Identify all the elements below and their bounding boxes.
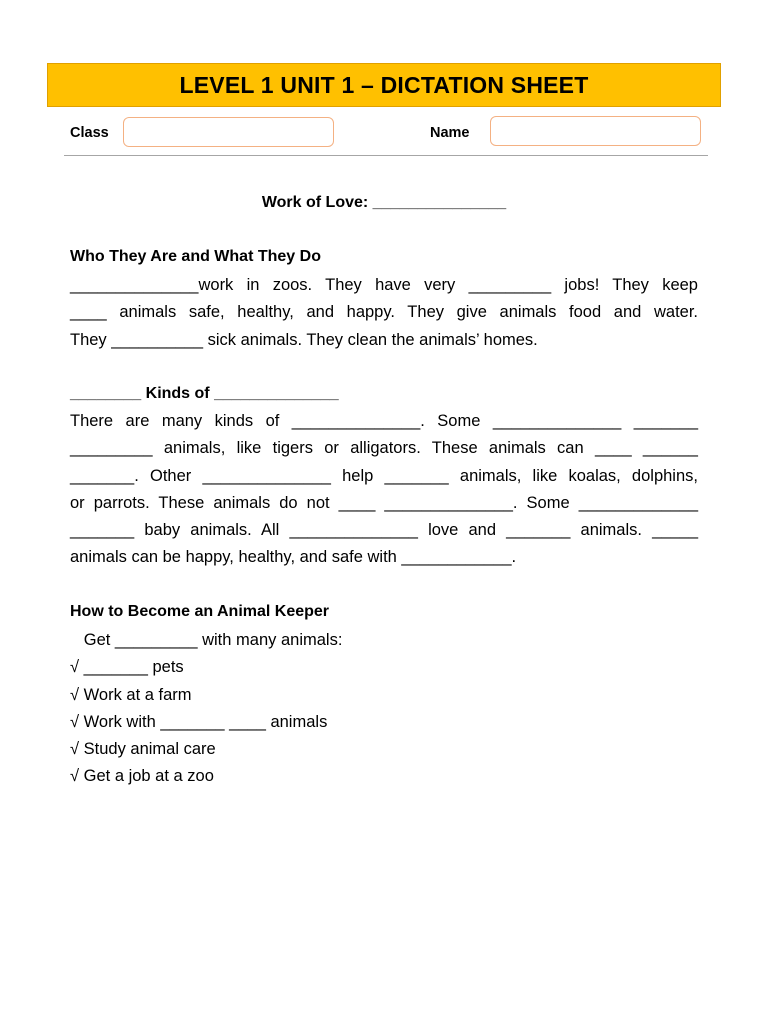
list-item: √ Work at a farm	[70, 685, 192, 704]
list-item: √ Get a job at a zoo	[70, 767, 214, 786]
paragraph-line: or parrots. These animals do not ____ ______________. Some _____________	[70, 493, 698, 512]
section-heading-kinds-of: ________ Kinds of ______________	[70, 385, 339, 402]
paragraph-line: ______________work in zoos. They have very _________ jobs! They keep	[70, 276, 698, 294]
paragraph-line: They __________ sick animals. They clean the animals’ homes.	[70, 330, 538, 349]
list-item: √ Work with _______ ____ animals	[70, 712, 328, 731]
page-title-banner	[47, 63, 721, 107]
class-field[interactable]	[123, 117, 334, 147]
paragraph-line: _________ animals, like tigers or alligators. These animals can ____ ______	[70, 439, 698, 458]
paragraph-line: ____ animals safe, healthy, and happy. They give animals food and water.	[70, 303, 698, 322]
class-label: Class	[70, 125, 109, 141]
list-item: √ _______ pets	[70, 658, 184, 677]
worksheet-subtitle: Work of Love: _______________	[261, 194, 507, 211]
paragraph-line: _______ baby animals. All ______________ love and _______ animals. _____	[70, 521, 698, 540]
header-divider	[64, 155, 708, 156]
section-heading-become-keeper: How to Become an Animal Keeper	[70, 603, 330, 620]
paragraph-line: animals can be happy, healthy, and safe with ____________.	[70, 548, 517, 567]
name-field[interactable]	[490, 116, 701, 146]
paragraph-line: _______. Other ______________ help _______ animals, like koalas, dolphins,	[70, 466, 698, 485]
page-title: LEVEL 1 UNIT 1 – DICTATION SHEET	[179, 71, 589, 98]
name-label: Name	[430, 125, 470, 141]
paragraph-line: There are many kinds of ______________. Some ______________ _______	[70, 412, 698, 430]
list-item: √ Study animal care	[70, 740, 216, 759]
section-heading-who-they-are: Who They Are and What They Do	[70, 248, 321, 265]
section-paragraph-who-they-are	[70, 272, 698, 354]
section-paragraph-kinds-of	[70, 408, 698, 572]
list-item: Get _________ with many animals:	[70, 631, 343, 649]
section-list-become-keeper	[70, 627, 342, 791]
